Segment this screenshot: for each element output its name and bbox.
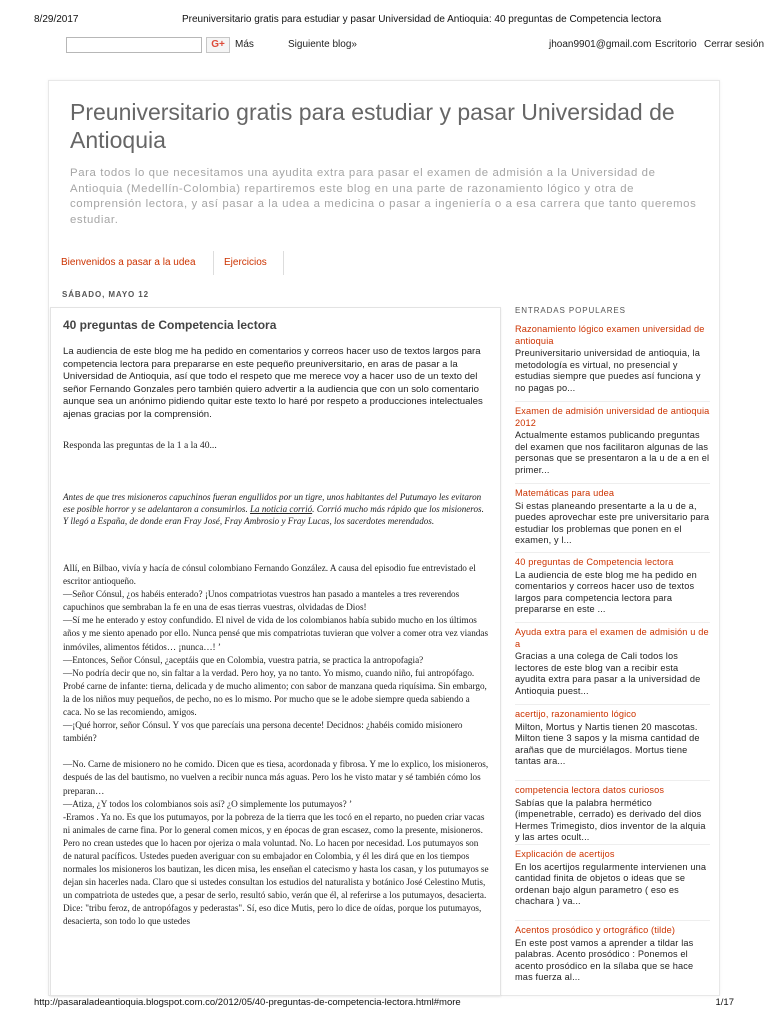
google-plus-button[interactable]: G+ xyxy=(206,37,230,53)
popular-post-link[interactable]: Matemáticas para udea xyxy=(515,488,615,498)
search-input[interactable] xyxy=(66,37,202,53)
popular-post-item xyxy=(515,709,710,768)
popular-post-link[interactable]: acertijo, razonamiento lógico xyxy=(515,709,637,719)
post-paragraph: Allí, en Bilbao, vivía y hacía de cónsul colombiano Fernando González. A causa del episodio fue entrevistado el escritor antioqueño. xyxy=(63,563,476,587)
post-instructions: Responda las preguntas de la 1 a la 40... xyxy=(63,440,217,451)
italic-text-start: Antes de que tres misioneros capuchinos fueran engullidos por un tigre, unos habitantes del Putumayo les evitaron ese posible horror y se adelantaron a consumirlos. xyxy=(63,492,482,515)
post-intro: La audiencia de este blog me ha pedido en comentarios y correos hacer uso de textos largos para competencia lectora para prepararse en este pequeño preuniversitario, en aras de pasar a la Universidad de Antioquia, así que todo el respeto que me merece voy a hacer uso de un texto del señor Fernando Gonzales pero también quiero advertir a la audiencia que con un solo comentario aunque sea un anónimo pidiendo quitar este texto lo haré por respeto a producciones intelectuales ajenas gracias por la comprensión. xyxy=(63,346,483,420)
noticia-link[interactable]: La noticia corrió xyxy=(250,504,313,515)
print-header xyxy=(34,14,734,28)
post-paragraph: —Entonces, Señor Cónsul, ¿aceptáis que en Colombia, vuestra patria, se practica la antropofagia? xyxy=(63,654,424,665)
sidebar-heading: ENTRADAS POPULARES xyxy=(515,306,626,315)
popular-post-snippet: Preuniversitario universidad de antioquia, la metodología es virtual, no presencial y estudias siempre que puedes así funciona y no pagas po... xyxy=(515,348,701,393)
sidebar-divider xyxy=(515,780,710,781)
popular-post-snippet: En este post vamos a aprender a tildar las palabras. Acento prosódico : Ponemos el acento prosódico en la sílaba que se hace mas fuerza al... xyxy=(515,937,694,983)
tab-divider xyxy=(213,251,214,275)
popular-post-item xyxy=(515,785,710,844)
sidebar-divider xyxy=(515,552,710,553)
tab-ejercicios[interactable]: Ejercicios xyxy=(224,257,267,268)
print-footer xyxy=(34,997,734,1011)
popular-post-link[interactable]: competencia lectora datos curiosos xyxy=(515,785,665,795)
sidebar-divider xyxy=(515,401,710,402)
sidebar-divider xyxy=(515,622,710,623)
popular-post-item xyxy=(515,925,710,984)
user-email: jhoan9901@gmail.com xyxy=(549,39,652,50)
print-date: 8/29/2017 xyxy=(34,14,79,25)
post-paragraph: —No. Carne de misionero no he comido. Dicen que es tiesa, acordonada y fibrosa. Y me lo explico, los misioneros, después de las del bautismo, no vuelven a recibir nunca más aguas. Pero los he visto matar y sé también cómo los preparan… xyxy=(63,759,489,796)
post-date-header: SÁBADO, MAYO 12 xyxy=(62,290,149,299)
blog-description: Para todos lo que necesitamos una ayudita extra para pasar el examen de admisión a la Universidad de Antioquia (Medellín-Colombia) repartiremos este blog en una parte de razonamiento lógico y otra de comprensión lectora, y así pasar a la udea a medicina o pasar a ingeniería o a esa carrera que tanto queremos estudiar. xyxy=(70,167,697,226)
post-title[interactable]: 40 preguntas de Competencia lectora xyxy=(63,318,277,332)
popular-post-item xyxy=(515,488,710,547)
post-paragraph: —No podría decir que no, sin faltar a la verdad. Pero hoy, ya no tanto. Yo mismo, cuando niño, fui antropófago. Probé carne de infante: tierna, delicada y de mucho alimento; con sabor de manzana queda riquísima. Sin embargo, la de los niños muy pequeños, de pecho, no es lo mismo. Por mucho que se le adobe siempre queda sabiendo a caca. No se las recomiendo, amigos. xyxy=(63,667,487,718)
print-url: http://pasaraladeantioquia.blogspot.com.co/2012/05/40-preguntas-de-competencia-lectora.html#more xyxy=(34,997,461,1008)
popular-post-snippet: En los acertijos regularmente intervienen una cantidad finita de objetos o ideas que se ordenan bajo algun parametro ( eso es chachara ) va... xyxy=(515,861,707,907)
print-page-title: Preuniversitario gratis para estudiar y pasar Universidad de Antioquia: 40 preguntas de Competencia lectora xyxy=(182,14,662,25)
tab-bienvenidos[interactable]: Bienvenidos a pasar a la udea xyxy=(61,257,196,268)
tab-divider xyxy=(283,251,284,275)
sidebar-divider xyxy=(515,920,710,921)
sidebar-divider xyxy=(515,844,710,845)
post-italic-paragraph xyxy=(63,491,489,528)
popular-post-item xyxy=(515,324,710,395)
post-paragraph: —Sí me he enterado y estoy confundido. El nivel de vida de los colombianos había subido mucho en los últimos años y me siento apenado por ello. Nunca pensé que mis compatriotas tuvieran que volver a comer otra vez viandas inmóviles, alimentos fétidos… ¡nunca…! ’ xyxy=(63,615,489,652)
post-paragraph: —Atiza, ¿Y todos los colombianos sois así? ¿O simplemente los putumayos? ’ xyxy=(63,798,353,809)
popular-post-item xyxy=(515,557,710,616)
popular-post-snippet: Sabías que la palabra hermético (impenetrable, cerrado) es derivado del dios Hermes Trimegisto, dios inventor de la alquia y las artes ocult... xyxy=(515,797,706,843)
more-link[interactable]: Más xyxy=(235,39,254,50)
post-body xyxy=(63,562,489,929)
post-paragraph: —Señor Cónsul, ¿os habéis enterado? ¡Unos compatriotas vuestros han pasado a manteles a tres reverendos capuchinos que sembraban la fe en una de esas tierras vuestras, olvidadas de Dios! xyxy=(63,589,460,613)
popular-post-item xyxy=(515,627,710,698)
sidebar-divider xyxy=(515,483,710,484)
dashboard-link[interactable]: Escritorio xyxy=(655,39,697,50)
popular-post-snippet: La audiencia de este blog me ha pedido en comentarios y correos hacer uso de textos largos para competencia lectora para prepararse en este ... xyxy=(515,569,697,615)
popular-post-link[interactable]: Acentos prosódico y ortográfico (tilde) xyxy=(515,925,676,935)
next-blog-link[interactable]: Siguiente blog» xyxy=(288,39,357,50)
post-paragraph: —¡Qué horror, señor Cónsul. Y vos que parecíais una persona decente! Decidnos: ¿habéis comido misionero también? xyxy=(63,720,463,744)
popular-post-snippet: Si estas planeando presentarte a la u de a, puedes aprovechar este pre universitario para estudiar los problemas que ponen en el examen, y l... xyxy=(515,500,710,546)
popular-post-snippet: Milton, Mortus y Nartis tienen 20 mascotas. Milton tiene 3 sapos y la misma cantidad de arañas que de murciélagos. Mortus tiene tantas ara... xyxy=(515,721,700,767)
popular-post-snippet: Actualmente estamos publicando preguntas del examen que nos facilitaron algunas de las personas que se presentaron a la u de a en el primer... xyxy=(515,430,710,475)
popular-post-item xyxy=(515,849,710,908)
popular-post-link[interactable]: 40 preguntas de Competencia lectora xyxy=(515,557,674,567)
popular-post-link[interactable]: Examen de admisión universidad de antioquia 2012 xyxy=(515,406,710,428)
print-page-number: 1/17 xyxy=(715,997,734,1008)
popular-post-link[interactable]: Explicación de acertijos xyxy=(515,849,615,859)
sidebar-divider xyxy=(515,704,710,705)
paragraph-gap xyxy=(63,745,489,758)
popular-post-link[interactable]: Ayuda extra para el examen de admisión u de a xyxy=(515,627,709,649)
popular-post-item xyxy=(515,406,710,477)
italic-text-end: . Corrió mucho más rápido que los misioneros. Y llegó a España, de donde eran Fray José, Fray Ambrosio y Fray Lucas, los sacerdotes merendados. xyxy=(63,504,484,527)
blogger-navbar xyxy=(34,34,765,58)
blog-title[interactable]: Preuniversitario gratis para estudiar y pasar Universidad de Antioquia xyxy=(70,99,675,153)
post-paragraph: -Eramos . Ya no. Es que los putumayos, por la pobreza de la tierra que les tocó en el reparto, no pueden criar vacas ni animales de carne fina. Por lo general comen micos, y en épocas de gran escasez, como la presente, misioneros. Pero no crean ustedes que lo hacen por ojeriza o mala voluntad. No. Lo hacen por necesidad. Los putumayos son de natural pacíficos. Ustedes pueden averiguar con su embajador en Colombia, y él les dirá que en los tiempos normales los misioneros los bautizan, les dicen misa, les enseñan el catecismo y hasta los casan, y los putumayos se dejan sin hacerles nada. Claro que si ustedes consultan los estudios del naturalista y botánico José Celestino Mutis, un compatriota de ustedes que, a pesar de serlo, resultó sabio, verán que él, al referirse a los putumayos, desacierta. Dice: "tribu feroz, de antropófagos y pederastas". Sí, eso dice Mutis, pero lo dice de oídas, porque los putumayos, desacierta, son todo lo que ustedes xyxy=(63,811,489,927)
popular-post-snippet: Gracias a una colega de Cali todos los lectores de este blog van a recibir esta ayudita extra para pasar a la universidad de Antioquia puest... xyxy=(515,651,701,696)
popular-post-link[interactable]: Razonamiento lógico examen universidad de antioquia xyxy=(515,324,705,346)
signout-link[interactable]: Cerrar sesión xyxy=(704,39,765,50)
